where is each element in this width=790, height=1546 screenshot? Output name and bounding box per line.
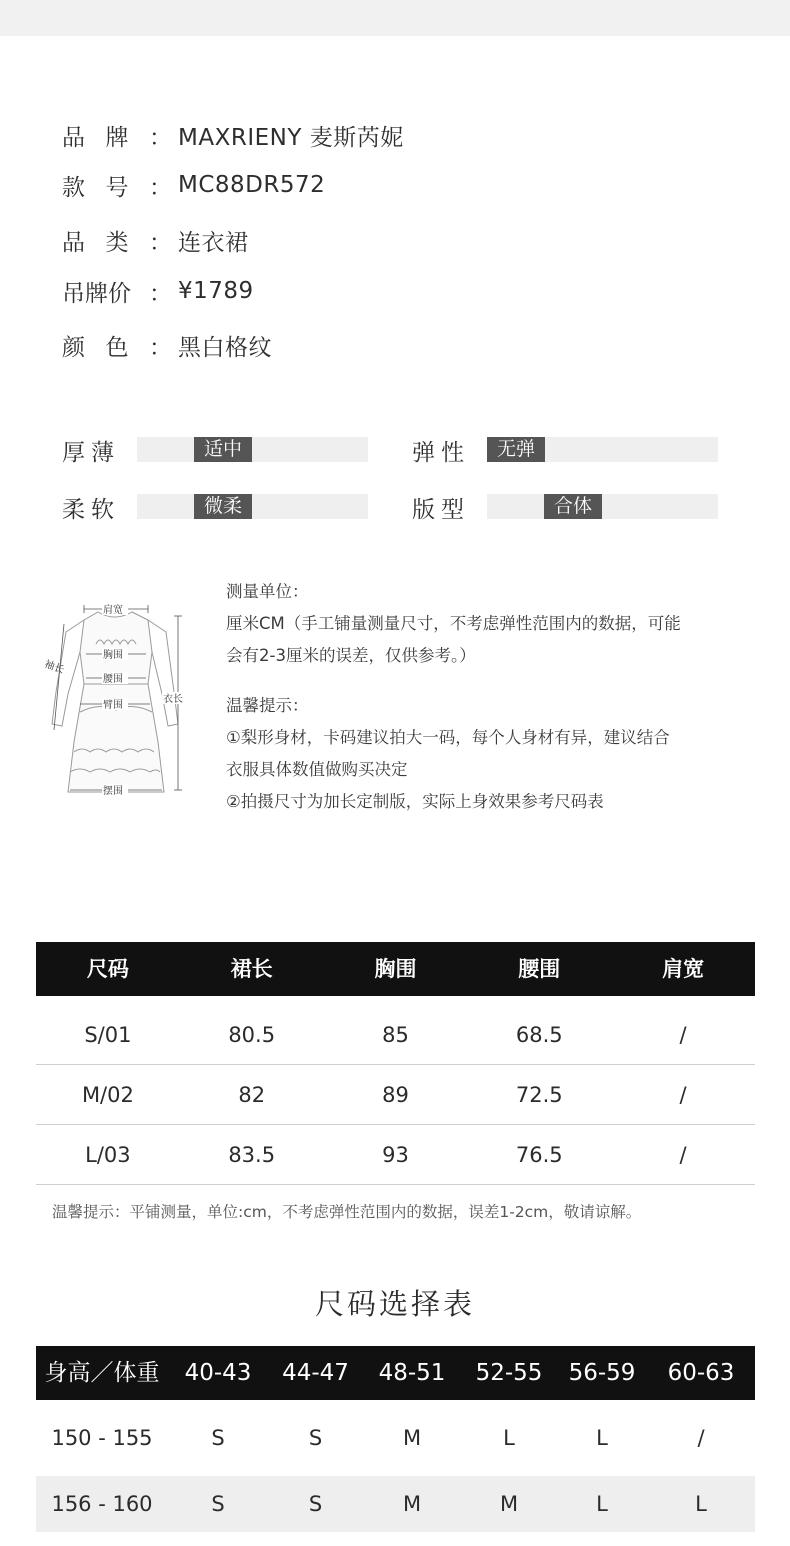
chest-label: 胸围 bbox=[103, 650, 123, 661]
header-cell: 56-59 bbox=[568, 1360, 636, 1386]
color-value: 黑白格纹 bbox=[178, 334, 272, 361]
header-cell: 44-47 bbox=[282, 1360, 349, 1386]
table-cell: M/02 bbox=[81, 1083, 134, 1107]
table-cell: S bbox=[211, 1426, 225, 1450]
attr-label: 版型 bbox=[412, 496, 470, 523]
model-value: MC88DR572 bbox=[178, 172, 326, 198]
info-label bbox=[62, 224, 178, 257]
tips-notes bbox=[226, 690, 670, 818]
attr-thickness bbox=[62, 435, 138, 465]
table-cell: 85 bbox=[382, 1023, 409, 1047]
label-char: 款 bbox=[62, 174, 85, 201]
attr-tag: 合体 bbox=[544, 494, 602, 519]
table-cell: L bbox=[695, 1492, 707, 1516]
attr-softness bbox=[62, 492, 138, 522]
dress-outline-icon bbox=[40, 592, 190, 804]
label-colon: ： bbox=[149, 174, 172, 201]
unit-text: 厘米CM（手工铺量测量尺寸，不考虑弹性范围内的数据，可能 bbox=[226, 614, 681, 633]
label-char: 品 bbox=[62, 229, 85, 256]
label-colon: ： bbox=[149, 124, 172, 151]
category-value: 连衣裙 bbox=[178, 229, 249, 256]
attr-tag: 无弹 bbox=[487, 437, 545, 462]
header-cell: 48-51 bbox=[378, 1360, 446, 1386]
attr-tag: 适中 bbox=[194, 437, 252, 462]
attr-track bbox=[487, 437, 718, 462]
price-value: ¥1789 bbox=[178, 278, 254, 304]
tip-text: ①梨形身材，卡码建议拍大一码，每个人身材有异，建议结合 bbox=[226, 728, 670, 747]
table-row bbox=[36, 1125, 755, 1185]
tip-text: ②拍摄尺寸为加长定制版，实际上身效果参考尺码表 bbox=[226, 792, 604, 811]
label-char: 色 bbox=[105, 334, 129, 361]
label-char: 品 bbox=[62, 124, 85, 151]
info-row-color bbox=[62, 328, 272, 362]
hem-label: 摆围 bbox=[103, 786, 123, 797]
table-cell: 93 bbox=[382, 1143, 409, 1167]
table-cell: 83.5 bbox=[228, 1143, 276, 1167]
measurement-diagram bbox=[40, 592, 190, 804]
table-cell: / bbox=[697, 1426, 705, 1450]
label-char: 吊牌价 bbox=[62, 280, 131, 307]
shoulder-label: 肩宽 bbox=[103, 605, 123, 616]
unit-title: 测量单位： bbox=[226, 582, 309, 601]
sleeve-label: 袖长 bbox=[42, 658, 66, 677]
attr-elasticity bbox=[412, 435, 488, 465]
label-colon: ： bbox=[149, 334, 172, 361]
header-cell: 52-55 bbox=[475, 1360, 543, 1386]
table-cell: S bbox=[308, 1492, 323, 1516]
waist-label: 腰围 bbox=[103, 674, 123, 685]
top-bar bbox=[0, 0, 790, 36]
header-cell: 裙长 bbox=[230, 957, 273, 981]
header-cell: 尺码 bbox=[86, 957, 129, 981]
table-row bbox=[36, 1005, 755, 1065]
table-row bbox=[36, 1476, 755, 1532]
attr-label: 弹性 bbox=[412, 439, 470, 466]
table-cell: L bbox=[503, 1426, 515, 1450]
table-cell: 150 - 155 bbox=[51, 1426, 153, 1450]
info-row-model bbox=[62, 168, 325, 202]
header-cell: 身高／体重 bbox=[44, 1360, 160, 1386]
table-cell: S bbox=[308, 1426, 323, 1450]
arm-label: 臂围 bbox=[103, 700, 123, 711]
table-cell: M bbox=[499, 1492, 519, 1516]
attr-label: 柔软 bbox=[62, 496, 120, 523]
size-table-note: 温馨提示：平铺测量，单位:cm，不考虑弹性范围内的数据，误差1-2cm，敬请谅解。 bbox=[52, 1203, 642, 1221]
brand-value: MAXRIENY 麦斯芮妮 bbox=[178, 124, 404, 151]
size-select-header bbox=[36, 1346, 755, 1400]
table-cell: S bbox=[211, 1492, 225, 1516]
tip-text: 衣服具体数值做购买决定 bbox=[226, 760, 408, 779]
header-cell: 腰围 bbox=[518, 957, 561, 981]
label-char: 类 bbox=[105, 229, 129, 256]
header-cell: 60-63 bbox=[667, 1360, 735, 1386]
unit-text: 会有2-3厘米的误差，仅供参考。） bbox=[226, 646, 476, 665]
info-label bbox=[62, 329, 178, 362]
table-cell: S/01 bbox=[84, 1023, 132, 1047]
table-cell: 82 bbox=[238, 1083, 266, 1107]
label-char: 牌 bbox=[105, 124, 129, 151]
table-cell: M bbox=[402, 1426, 422, 1450]
table-cell: / bbox=[679, 1023, 687, 1047]
label-char: 颜 bbox=[62, 334, 85, 361]
table-cell: L/03 bbox=[85, 1143, 131, 1167]
table-cell: / bbox=[679, 1143, 687, 1167]
table-row bbox=[36, 1065, 755, 1125]
attr-track bbox=[137, 437, 368, 462]
attr-track bbox=[487, 494, 718, 519]
table-row bbox=[36, 1410, 755, 1466]
measurement-notes bbox=[226, 576, 681, 672]
attr-label: 厚薄 bbox=[62, 439, 120, 466]
header-cell: 40-43 bbox=[184, 1360, 252, 1386]
size-table-header bbox=[36, 942, 755, 996]
size-select-title: 尺码选择表 bbox=[314, 1287, 475, 1321]
label-char: 号 bbox=[105, 174, 129, 201]
tip-title: 温馨提示： bbox=[226, 696, 309, 715]
attr-tag: 微柔 bbox=[194, 494, 252, 519]
table-cell: 80.5 bbox=[228, 1023, 276, 1047]
info-row-category bbox=[62, 223, 249, 257]
label-colon: ： bbox=[149, 229, 172, 256]
table-cell: 156 - 160 bbox=[51, 1492, 153, 1516]
header-cell: 肩宽 bbox=[662, 957, 705, 981]
table-cell: 68.5 bbox=[515, 1023, 563, 1047]
info-label bbox=[62, 169, 178, 202]
table-cell: L bbox=[596, 1426, 608, 1450]
attr-track bbox=[137, 494, 368, 519]
info-row-brand bbox=[62, 118, 404, 152]
table-cell: M bbox=[402, 1492, 422, 1516]
table-cell: 76.5 bbox=[515, 1143, 563, 1167]
info-label bbox=[62, 275, 178, 308]
attr-fit bbox=[412, 492, 488, 522]
info-label bbox=[62, 119, 178, 152]
table-cell: 89 bbox=[382, 1083, 409, 1107]
table-cell: L bbox=[596, 1492, 608, 1516]
info-row-price bbox=[62, 274, 254, 308]
table-cell: 72.5 bbox=[515, 1083, 563, 1107]
table-cell: / bbox=[679, 1083, 687, 1107]
header-cell: 胸围 bbox=[374, 957, 417, 981]
label-colon: ： bbox=[149, 280, 172, 307]
length-label: 衣长 bbox=[163, 694, 183, 705]
